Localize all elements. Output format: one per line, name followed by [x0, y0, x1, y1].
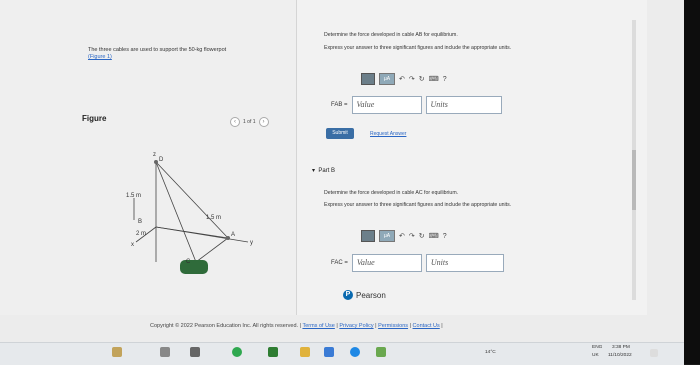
part-a-answer-row: [331, 96, 502, 114]
template-button-b[interactable]: [361, 230, 375, 242]
fac-value-input[interactable]: Value: [352, 254, 422, 272]
part-a-prompt: Determine the force developed in cable AB for equilibrium.: [324, 32, 458, 38]
fac-units-input[interactable]: Units: [426, 254, 504, 272]
folder-icon[interactable]: [300, 347, 310, 357]
redo-icon[interactable]: ↷: [408, 76, 415, 83]
app-icon-1[interactable]: [268, 347, 278, 357]
reset-icon[interactable]: ↻: [418, 233, 425, 240]
privacy-link[interactable]: Privacy Policy: [339, 323, 374, 329]
part-b-title: Part B: [318, 168, 336, 174]
units-button[interactable]: μA: [379, 73, 395, 85]
part-a-instruction: Express your answer to three significant figures and include the appropriate units.: [324, 45, 512, 51]
part-a-toolbar: [361, 72, 447, 86]
fac-label: FAC =: [331, 260, 348, 266]
monitor-bezel: [684, 0, 700, 364]
submit-button[interactable]: Submit: [326, 128, 354, 139]
point-a-marker: [226, 236, 230, 240]
fab-units-input[interactable]: Units: [426, 96, 502, 114]
language-eng[interactable]: ENG: [592, 345, 603, 350]
pearson-logo: [343, 290, 386, 300]
fab-label: FAB =: [331, 102, 348, 108]
language-uk[interactable]: UK: [592, 353, 599, 358]
dim-ab: 1.5 m: [206, 215, 222, 221]
terms-link[interactable]: Terms of Use: [302, 323, 335, 329]
keyboard-icon[interactable]: ⌨: [428, 76, 439, 83]
help-icon[interactable]: ?: [442, 232, 447, 240]
problem-statement: [88, 47, 226, 61]
part-b-answer-row: [331, 254, 504, 272]
undo-icon[interactable]: ↶: [399, 76, 405, 83]
label-z: z: [153, 152, 156, 158]
prev-figure-button[interactable]: ‹: [230, 117, 240, 127]
next-figure-button[interactable]: ›: [259, 117, 269, 127]
request-answer-link[interactable]: Request Answer: [370, 131, 407, 137]
redo-icon[interactable]: ↷: [408, 233, 415, 240]
edge-icon[interactable]: [350, 347, 360, 357]
figure-pager: [230, 117, 269, 127]
part-b-instruction: Express your answer to three significant figures and include the appropriate units.: [324, 202, 512, 208]
fab-value-input[interactable]: Value: [352, 96, 422, 114]
figure-diagram: [128, 142, 268, 282]
label-y: y: [250, 240, 253, 246]
keyboard-icon[interactable]: ⌨: [428, 233, 439, 240]
help-icon[interactable]: ?: [442, 75, 447, 83]
part-b-header[interactable]: [312, 167, 335, 174]
label-x: x: [131, 242, 134, 248]
flowerpot-icon: [180, 260, 208, 274]
permissions-link[interactable]: Permissions: [378, 323, 409, 329]
weather-icon[interactable]: [112, 347, 122, 357]
units-button-b[interactable]: μA: [379, 230, 395, 242]
clock-time[interactable]: 3:38 PM: [612, 345, 630, 350]
pearson-p-icon: P: [343, 290, 353, 300]
task-view-icon[interactable]: [190, 347, 200, 357]
scrollbar-thumb[interactable]: [632, 150, 636, 210]
temperature-readout: 14°C: [485, 350, 496, 355]
notification-icon[interactable]: [650, 349, 658, 357]
figure-page-count: 1 of 1: [243, 119, 256, 125]
copyright-text: Copyright © 2022 Pearson Education Inc. All rights reserved. |: [150, 323, 302, 329]
dim-height: 1.5 m: [126, 193, 142, 199]
left-panel: [0, 0, 296, 315]
part-b-prompt: Determine the force developed in cable AC for equilibrium.: [324, 190, 459, 196]
app-icon-3[interactable]: [376, 347, 386, 357]
point-d-marker: [154, 160, 158, 164]
pearson-wordmark: Pearson: [356, 290, 386, 300]
search-icon[interactable]: [160, 347, 170, 357]
figure-link[interactable]: (Figure 1): [88, 54, 112, 60]
reset-icon[interactable]: ↻: [418, 76, 425, 83]
dim-x: 2 m: [136, 231, 147, 237]
chrome-icon[interactable]: [232, 347, 242, 357]
figure-title: Figure: [82, 114, 107, 123]
template-button[interactable]: [361, 73, 375, 85]
label-c: C: [186, 259, 191, 265]
footer: Copyright © 2022 Pearson Education Inc. All rights reserved. | Terms of Use | Privacy Policy | Permissions | Contact Us |: [150, 323, 443, 329]
contact-link[interactable]: Contact Us: [412, 323, 440, 329]
app-icon-2[interactable]: [324, 347, 334, 357]
part-b-toolbar: [361, 229, 447, 243]
undo-icon[interactable]: ↶: [399, 233, 405, 240]
clock-date[interactable]: 11/10/2022: [608, 353, 632, 358]
label-b: B: [138, 219, 143, 225]
chevron-down-icon: ▾: [312, 168, 316, 174]
label-a: A: [231, 232, 236, 238]
problem-text: The three cables are used to support the 50-kg flowerpot: [88, 47, 227, 53]
label-d: D: [159, 157, 164, 163]
taskbar: [0, 342, 684, 365]
